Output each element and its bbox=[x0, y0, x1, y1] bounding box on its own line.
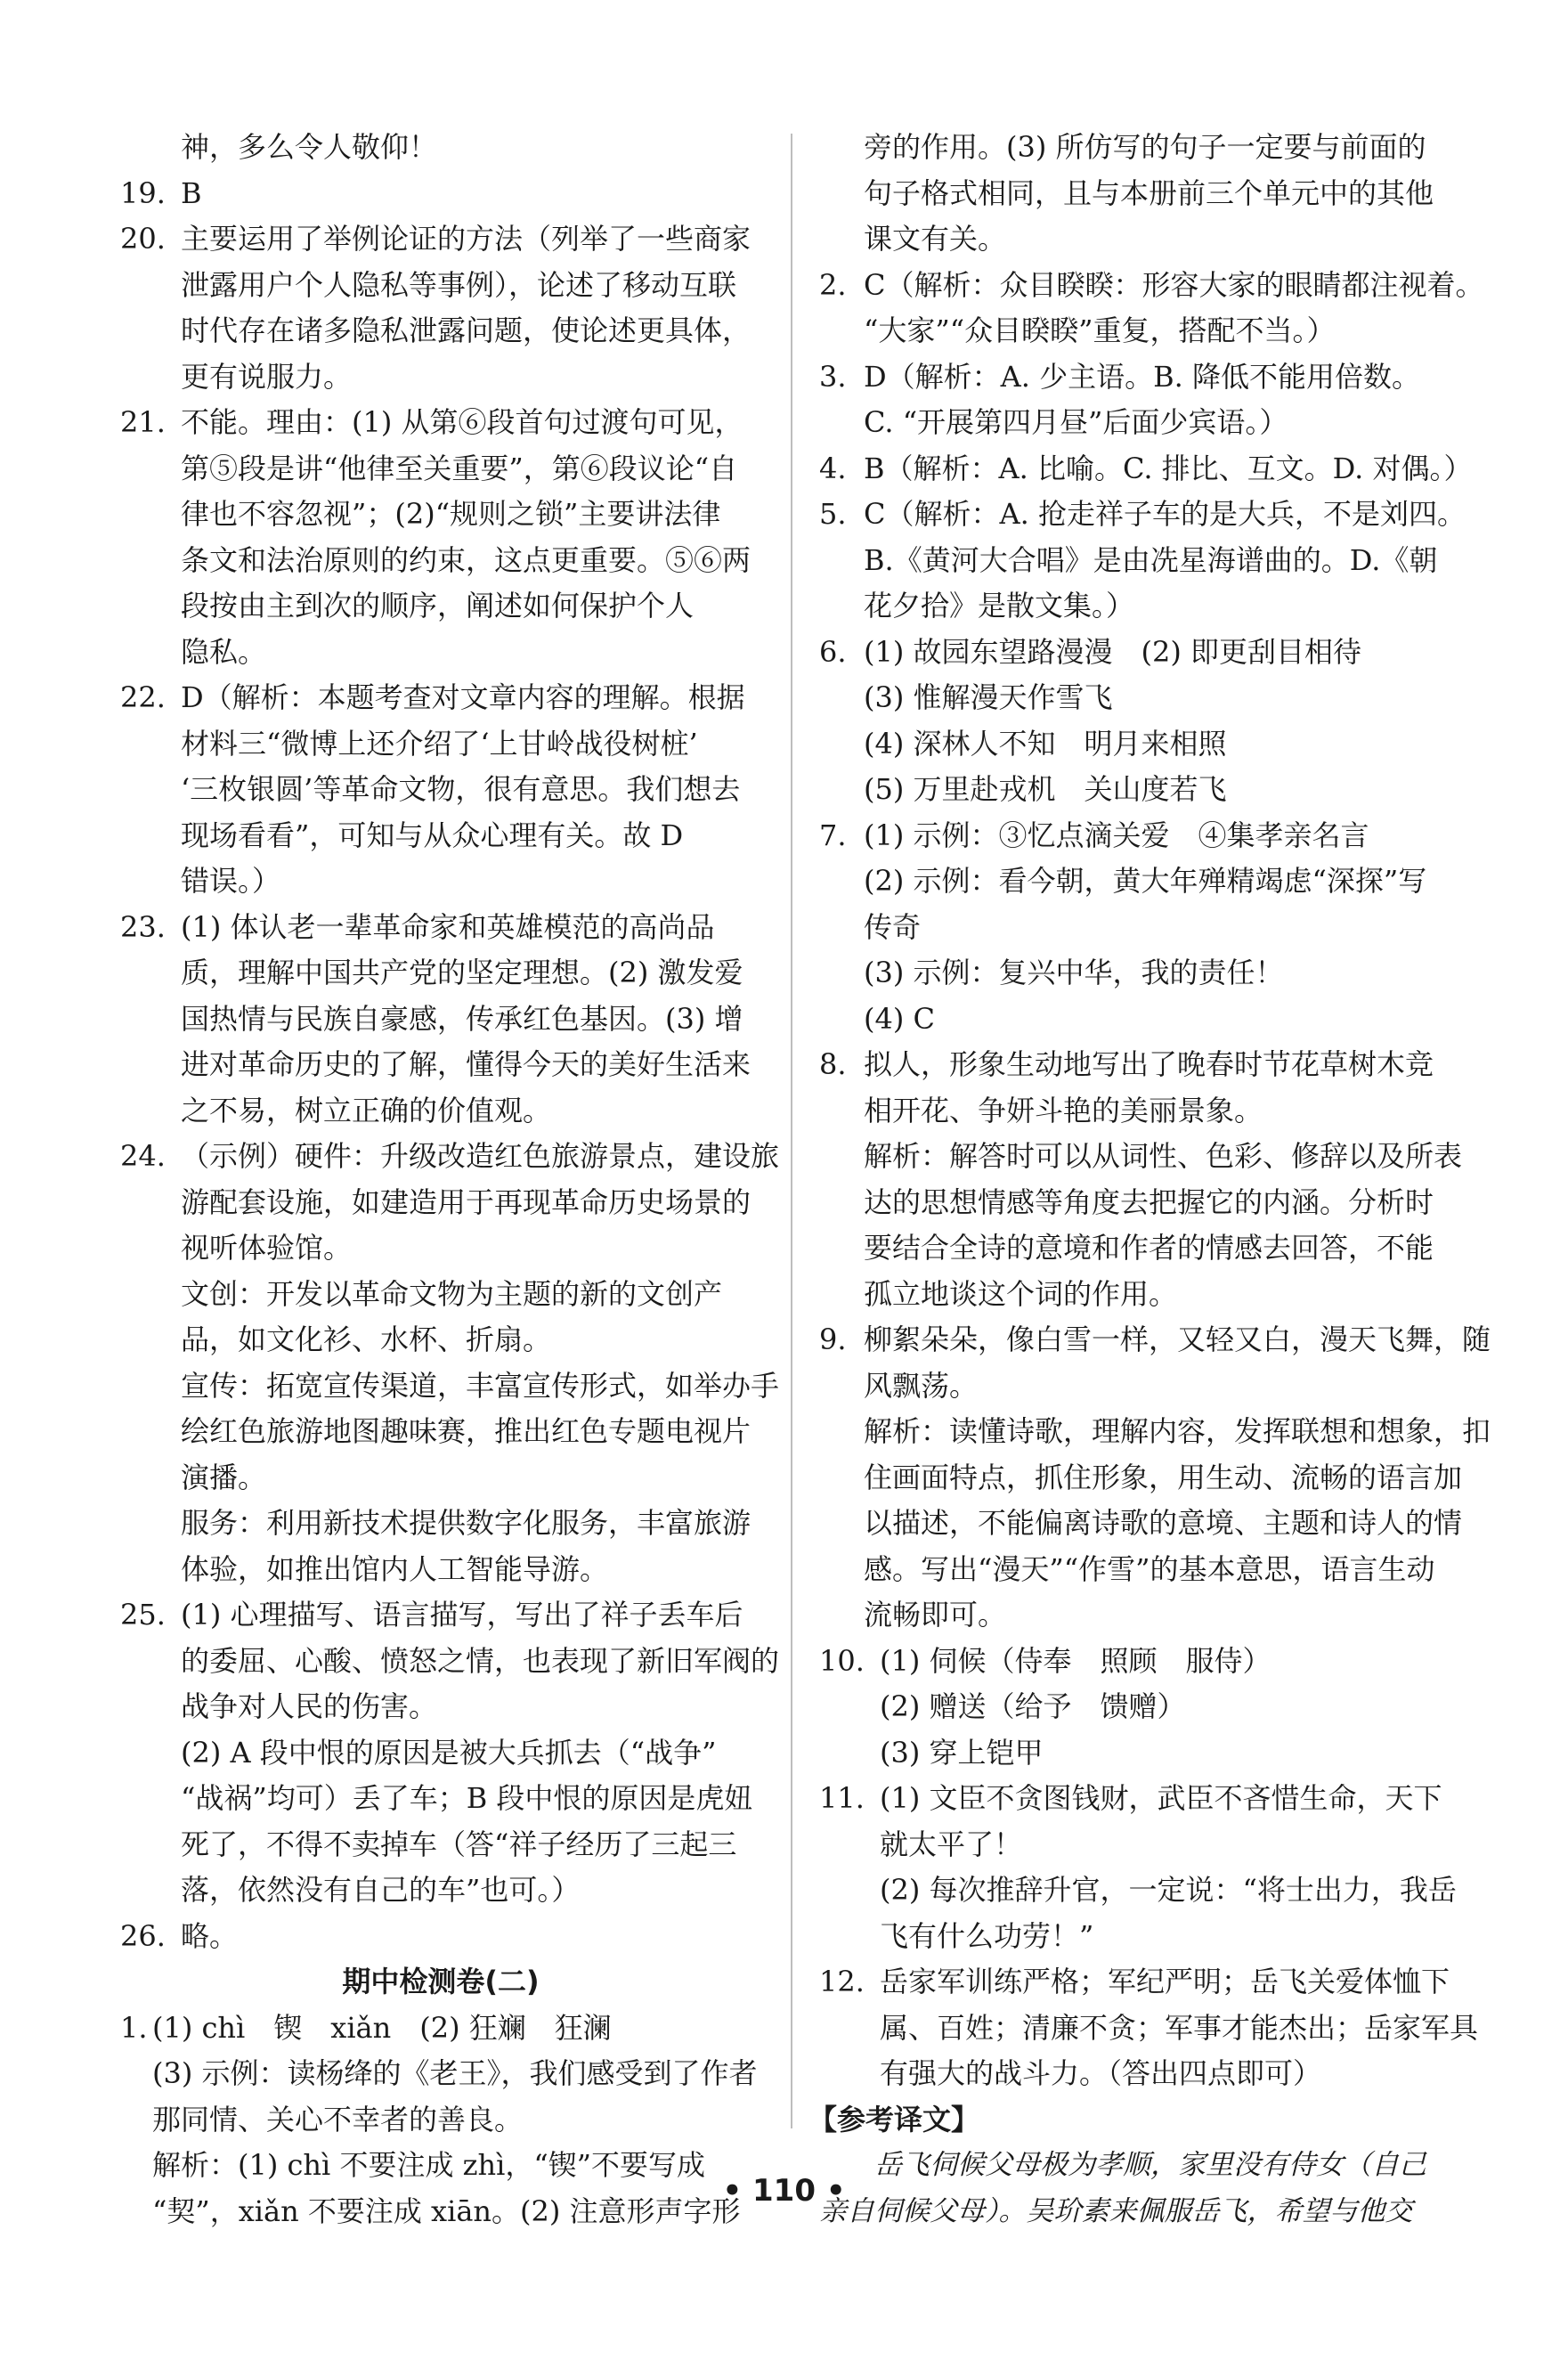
midterm-answer-5: 5. C（解析：A. 抢走祥子车的是大兵，不是刘四。 B.《黄河大合唱》是由冼星海谱曲的。D.《朝 花夕拾》是散文集。） bbox=[819, 497, 1466, 623]
column-divider bbox=[791, 134, 792, 2128]
carryover-text: 神，多么令人敬仰！ bbox=[181, 130, 438, 164]
midterm-answer-10: 10. (1) 伺候（侍奉 照顾 服侍） (2) 赠送（给予 馈赠） (3) 穿上铠甲 bbox=[819, 1643, 1271, 1770]
right-column bbox=[808, 125, 1491, 2234]
midterm-answer-3: 3. D（解析：A. 少主语。B. 降低不能用倍数。 C. “开展第四月昼”后面少宾语。） bbox=[819, 359, 1420, 439]
midterm-answer-2: 2. C（解析：众目睽睽：形容大家的眼睛都注视着。 “大家”“众目睽睽”重复，搭配不当。） bbox=[819, 267, 1484, 347]
section-title: 期中检测卷(二) bbox=[342, 1965, 540, 1998]
midterm-answer-7: 7. (1) 示例：③忆点滴关爱 ④集孝亲名言 (2) 示例：看今朝，黄大年殚精竭虑“深探”写 传奇 (3) 示例：复兴中华，我的责任！ (4) C bbox=[819, 818, 1427, 1036]
carryover-text: 旁的作用。(3) 所仿写的句子一定要与前面的 句子格式相同，且与本册前三个单元中的其他 课文有关。 bbox=[864, 130, 1434, 256]
midterm-answer-1: 1. (1) chì 锲 xiǎn (2) 狂斓 狂澜 (3) 示例：读杨绛的《老王》，我们感受到了作者 那同情、关心不幸者的善良。 解析：(1) chì 不要注成 zhì，“锲”不要写成 “契”，xiǎn 不要注成 xiān。(2) 注意形声字形 bbox=[120, 2010, 758, 2228]
left-column bbox=[120, 125, 780, 2234]
reference-translation: 岳飞伺候父母极为孝顺，家里没有侍女（自己 亲自伺候父母）。吴玠素来佩服岳飞，希望与他交 bbox=[819, 2149, 1426, 2227]
answer-22: 22. D（解析：本题考查对文章内容的理解。根据 材料三“微博上还介绍了‘上甘岭战役树桩’ ‘三枚银圆’等革命文物，很有意思。我们想去 现场看看”，可知与从众心理有关。故 D 错误。） bbox=[120, 680, 745, 898]
midterm-answer-4: 4. B（解析：A. 比喻。C. 排比、互文。D. 对偶。） bbox=[819, 451, 1473, 485]
midterm-answer-8: 8. 拟人，形象生动地写出了晚春时节花草树木竞 相开花、争妍斗艳的美丽景象。 解析：解答时可以从词性、色彩、修辞以及所表 达的思想情感等角度去把握它的内涵。分析时 要结合全诗的意境和作者的情感去回答，不能 孤立地谈这个词的作用。 bbox=[819, 1047, 1463, 1311]
answer-25: 25. (1) 心理描写、语言描写，写出了祥子丢车后 的委屈、心酸、愤怒之情，也表现了新旧军阀的 战争对人民的伤害。 (2) A 段中恨的原因是被大兵抓去（“战争” “战祸”均可）丢了车；B 段中恨的原因是虎妞 死了，不得不卖掉车（答“祥子经历了三起三 落，依然没有自己的车”也可。） bbox=[120, 1598, 780, 1907]
answer-20: 20. 主要运用了举例论证的方法（列举了一些商家 泄露用户个人隐私等事例），论述了移动互联 时代存在诸多隐私泄露问题，使论述更具体， 更有说服力。 bbox=[120, 222, 752, 394]
midterm-answer-9: 9. 柳絮朵朵，像白雪一样，又轻又白，漫天飞舞，随 风飘荡。 解析：读懂诗歌，理解内容，发挥联想和想象，扣 住画面特点，抓住形象，用生动、流畅的语言加 以描述，不能偏离诗歌的意境、主题和诗人的情 感。写出“漫天”“作雪”的基本意思，语言生动 流畅即可。 bbox=[819, 1322, 1491, 1632]
answer-21: 21. 不能。理由：(1) 从第⑥段首句过渡句可见， 第⑤段是讲“他律至关重要”，第⑥段议论“自 律也不容忽视”；(2)“规则之锁”主要讲法律 条文和法治原则的约束，这点更重要。⑤⑥两 段按由主到次的顺序，阐述如何保护个人 隐私。 bbox=[120, 405, 752, 669]
page-number: • 110 • bbox=[722, 2173, 846, 2209]
answer-19: 19. B bbox=[120, 175, 202, 210]
answer-24: 24. （示例）硬件：升级改造红色旅游景点，建设旅 游配套设施，如建造用于再现革命历史场景的 视听体验馆。 文创：开发以革命文物为主题的新的文创产 品，如文化衫、水杯、折扇。 宣传：拓宽宣传渠道，丰富宣传形式，如举办手 绘红色旅游地图趣味赛，推出红色专题电视片 演播。 服务：利用新技术提供数字化服务，丰富旅游 体验，如推出馆内人工智能导游。 bbox=[120, 1139, 780, 1586]
answer-26: 26. 略。 bbox=[120, 1918, 239, 1953]
midterm-answer-12: 12. 岳家军训练严格；军纪严明；岳飞关爱体恤下 属、百姓；清廉不贪；军事才能杰出；岳家军具 有强大的战斗力。（答出四点即可） bbox=[819, 1965, 1479, 2090]
midterm-answer-6: 6. (1) 故园东望路漫漫 (2) 即更刮目相待 (3) 惟解漫天作雪飞 (4) 深林人不知 明月来相照 (5) 万里赴戎机 关山度若飞 bbox=[819, 634, 1362, 806]
answer-23: 23. (1) 体认老一辈革命家和英雄模范的高尚品 质，理解中国共产党的坚定理想。(2) 激发爱 国热情与民族自豪感，传承红色基因。(3) 增 进对革命历史的了解，懂得今天的美好生活来 之不易，树立正确的价值观。 bbox=[120, 909, 752, 1127]
reference-translation-title: 【参考译文】 bbox=[808, 2102, 980, 2136]
midterm-answer-11: 11. (1) 文臣不贪图钱财，武臣不吝惜生命，天下 就太平了！ (2) 每次推辞升官，一定说：“将士出力，我岳 飞有什么功劳！” bbox=[819, 1781, 1457, 1953]
